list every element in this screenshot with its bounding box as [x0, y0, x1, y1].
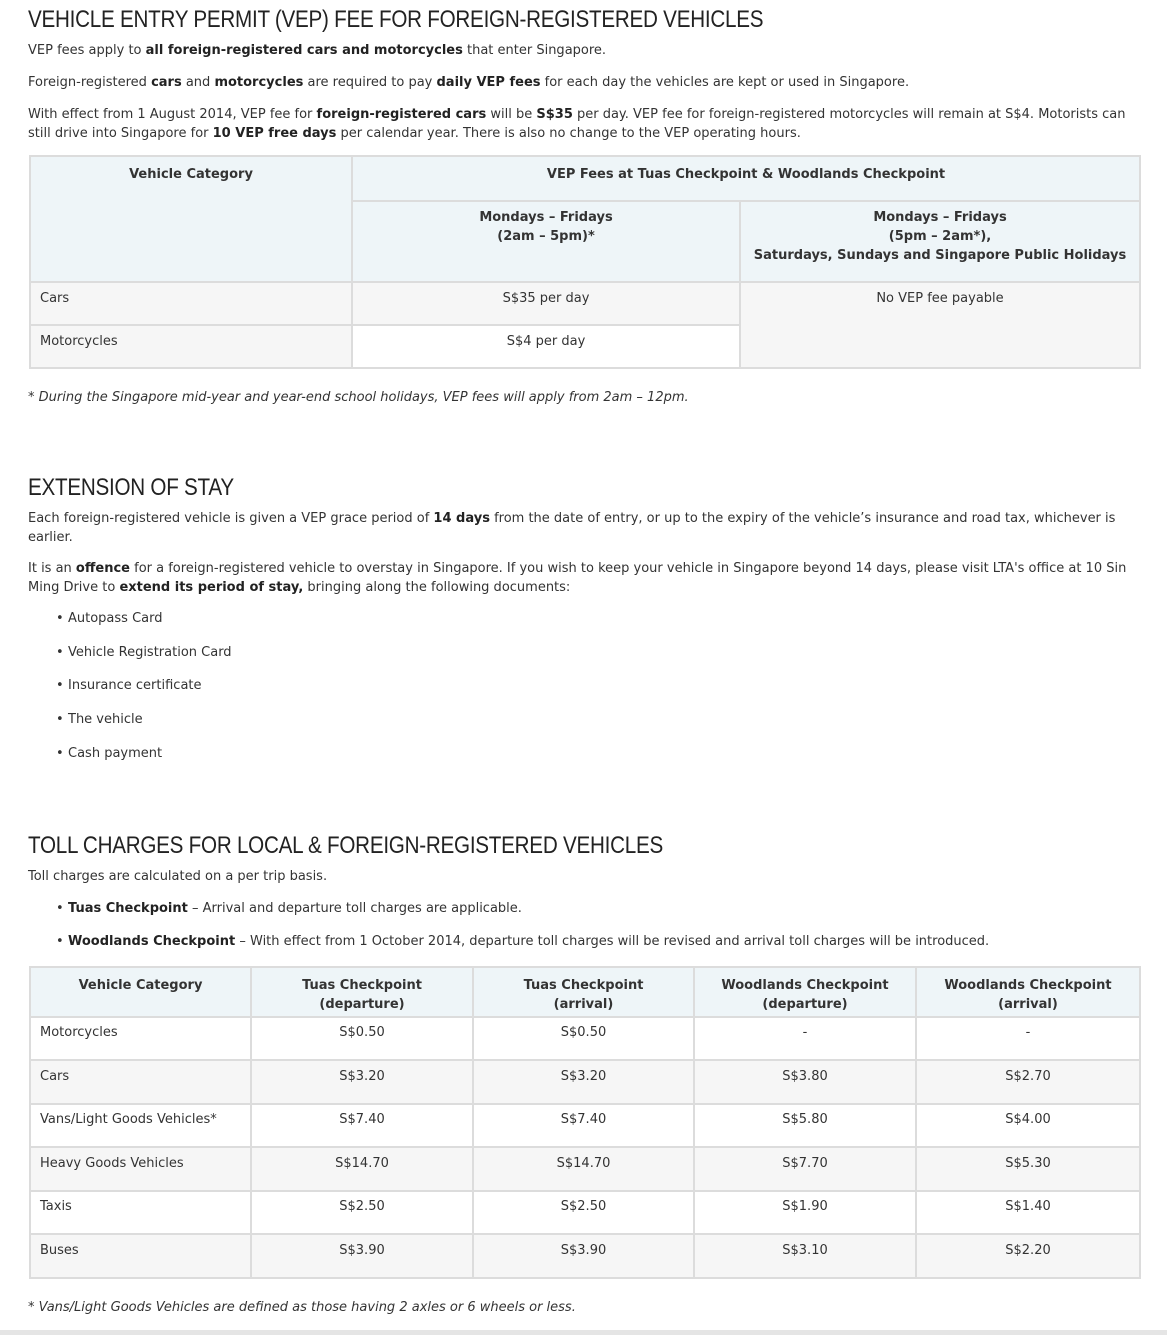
toll-cell-category: Buses	[30, 1234, 251, 1278]
toll-intro: Toll charges are calculated on a per trip basis.	[28, 869, 328, 884]
vep-paragraph-2: Foreign-registered cars and motorcycles are required to pay daily VEP fees for each day the vehicles are kept or used in Singapore.	[28, 75, 910, 90]
toll-footnote: * Vans/Light Goods Vehicles are defined as those having 2 axles or 6 wheels or less.	[28, 1300, 576, 1315]
toll-cell: S$3.80	[694, 1060, 916, 1104]
toll-cell: S$3.20	[473, 1060, 694, 1104]
list-item: • Woodlands Checkpoint – With effect from 1 October 2014, departure toll charges will be revised and arrival toll charges will be introduced.	[56, 932, 1136, 951]
toll-cell-category: Cars	[30, 1060, 251, 1104]
vep-row-category: Motorcycles	[30, 325, 352, 368]
table-row	[30, 1147, 1140, 1191]
toll-section-title: TOLL CHARGES FOR LOCAL & FOREIGN-REGISTERED VEHICLES	[28, 832, 663, 859]
vep-header-fees: VEP Fees at Tuas Checkpoint & Woodlands Checkpoint	[352, 156, 1140, 201]
toll-cell: -	[916, 1017, 1140, 1060]
toll-cell: S$14.70	[473, 1147, 694, 1191]
vep-section-title: VEHICLE ENTRY PERMIT (VEP) FEE FOR FOREIGN-REGISTERED VEHICLES	[28, 6, 764, 33]
toll-cell: S$3.10	[694, 1234, 916, 1278]
toll-cell: S$7.40	[473, 1104, 694, 1147]
toll-cell: S$4.00	[916, 1104, 1140, 1147]
table-row	[30, 1234, 1140, 1278]
toll-cell: S$3.90	[473, 1234, 694, 1278]
table-row	[30, 1104, 1140, 1147]
toll-cell-category: Heavy Goods Vehicles	[30, 1147, 251, 1191]
toll-bullets	[56, 899, 1136, 951]
toll-header-tuas-arrival: Tuas Checkpoint (arrival)	[473, 967, 694, 1017]
vep-subheader-weekday-day: Mondays – Fridays (2am – 5pm)*	[352, 201, 740, 282]
toll-cell: S$1.40	[916, 1191, 1140, 1234]
vep-row-fee: S$4 per day	[352, 325, 740, 368]
toll-header-category: Vehicle Category	[30, 967, 251, 1017]
list-item: • Autopass Card	[56, 609, 232, 628]
toll-cell-category: Motorcycles	[30, 1017, 251, 1060]
extension-paragraph-1: Each foreign-registered vehicle is given a VEP grace period of 14 days from the date of entry, or up to the expiry of the vehicle’s insurance and road tax, whichever is earlier.	[28, 511, 1116, 545]
toll-table	[29, 966, 1141, 1279]
vep-fee-table	[29, 155, 1141, 369]
toll-cell-category: Taxis	[30, 1191, 251, 1234]
vep-header-category: Vehicle Category	[30, 156, 352, 282]
vep-no-fee-cell: No VEP fee payable	[740, 282, 1140, 368]
toll-header-tuas-departure: Tuas Checkpoint (departure)	[251, 967, 473, 1017]
table-row	[30, 1017, 1140, 1060]
vep-row-fee: S$35 per day	[352, 282, 740, 325]
toll-cell: S$2.50	[251, 1191, 473, 1234]
toll-cell: S$2.20	[916, 1234, 1140, 1278]
toll-cell: S$3.20	[251, 1060, 473, 1104]
toll-cell: -	[694, 1017, 916, 1060]
toll-cell: S$2.50	[473, 1191, 694, 1234]
toll-cell: S$3.90	[251, 1234, 473, 1278]
table-row	[30, 1191, 1140, 1234]
vep-paragraph-3: With effect from 1 August 2014, VEP fee for foreign-registered cars will be S$35 per day. VEP fee for foreign-registered motorcycles will remain at S$4. Motorists can still drive into Singapore for 10 VEP free days per calendar year. There is also no change to the VEP operating hours.	[28, 107, 1126, 141]
page-bottom-divider	[0, 1330, 1167, 1335]
toll-header-woodlands-arrival: Woodlands Checkpoint (arrival)	[916, 967, 1140, 1017]
toll-cell: S$7.70	[694, 1147, 916, 1191]
list-item: • Cash payment	[56, 744, 232, 763]
list-item: • Vehicle Registration Card	[56, 643, 232, 662]
table-row	[30, 1060, 1140, 1104]
extension-paragraph-2: It is an offence for a foreign-registered vehicle to overstay in Singapore. If you wish to keep your vehicle in Singapore beyond 14 days, please visit LTA's office at 10 Sin Ming Drive to extend its period of stay, bringing along the following documents:	[28, 561, 1127, 595]
toll-cell: S$5.30	[916, 1147, 1140, 1191]
vep-subheader-offpeak: Mondays – Fridays (5pm – 2am*), Saturdays, Sundays and Singapore Public Holidays	[740, 201, 1140, 282]
toll-cell: S$5.80	[694, 1104, 916, 1147]
toll-cell: S$1.90	[694, 1191, 916, 1234]
vep-paragraph-1: VEP fees apply to all foreign-registered cars and motorcycles that enter Singapore.	[28, 43, 607, 58]
list-item: • The vehicle	[56, 710, 232, 729]
documents-list	[56, 609, 232, 763]
toll-cell: S$2.70	[916, 1060, 1140, 1104]
toll-cell: S$7.40	[251, 1104, 473, 1147]
toll-cell-category: Vans/Light Goods Vehicles*	[30, 1104, 251, 1147]
list-item: • Tuas Checkpoint – Arrival and departure toll charges are applicable.	[56, 899, 1136, 918]
vep-row-category: Cars	[30, 282, 352, 325]
vep-footnote: * During the Singapore mid-year and year-end school holidays, VEP fees will apply from 2am – 12pm.	[28, 390, 689, 405]
extension-section-title: EXTENSION OF STAY	[28, 474, 234, 501]
toll-cell: S$0.50	[251, 1017, 473, 1060]
toll-cell: S$14.70	[251, 1147, 473, 1191]
toll-header-woodlands-departure: Woodlands Checkpoint (departure)	[694, 967, 916, 1017]
list-item: • Insurance certificate	[56, 676, 232, 695]
toll-cell: S$0.50	[473, 1017, 694, 1060]
